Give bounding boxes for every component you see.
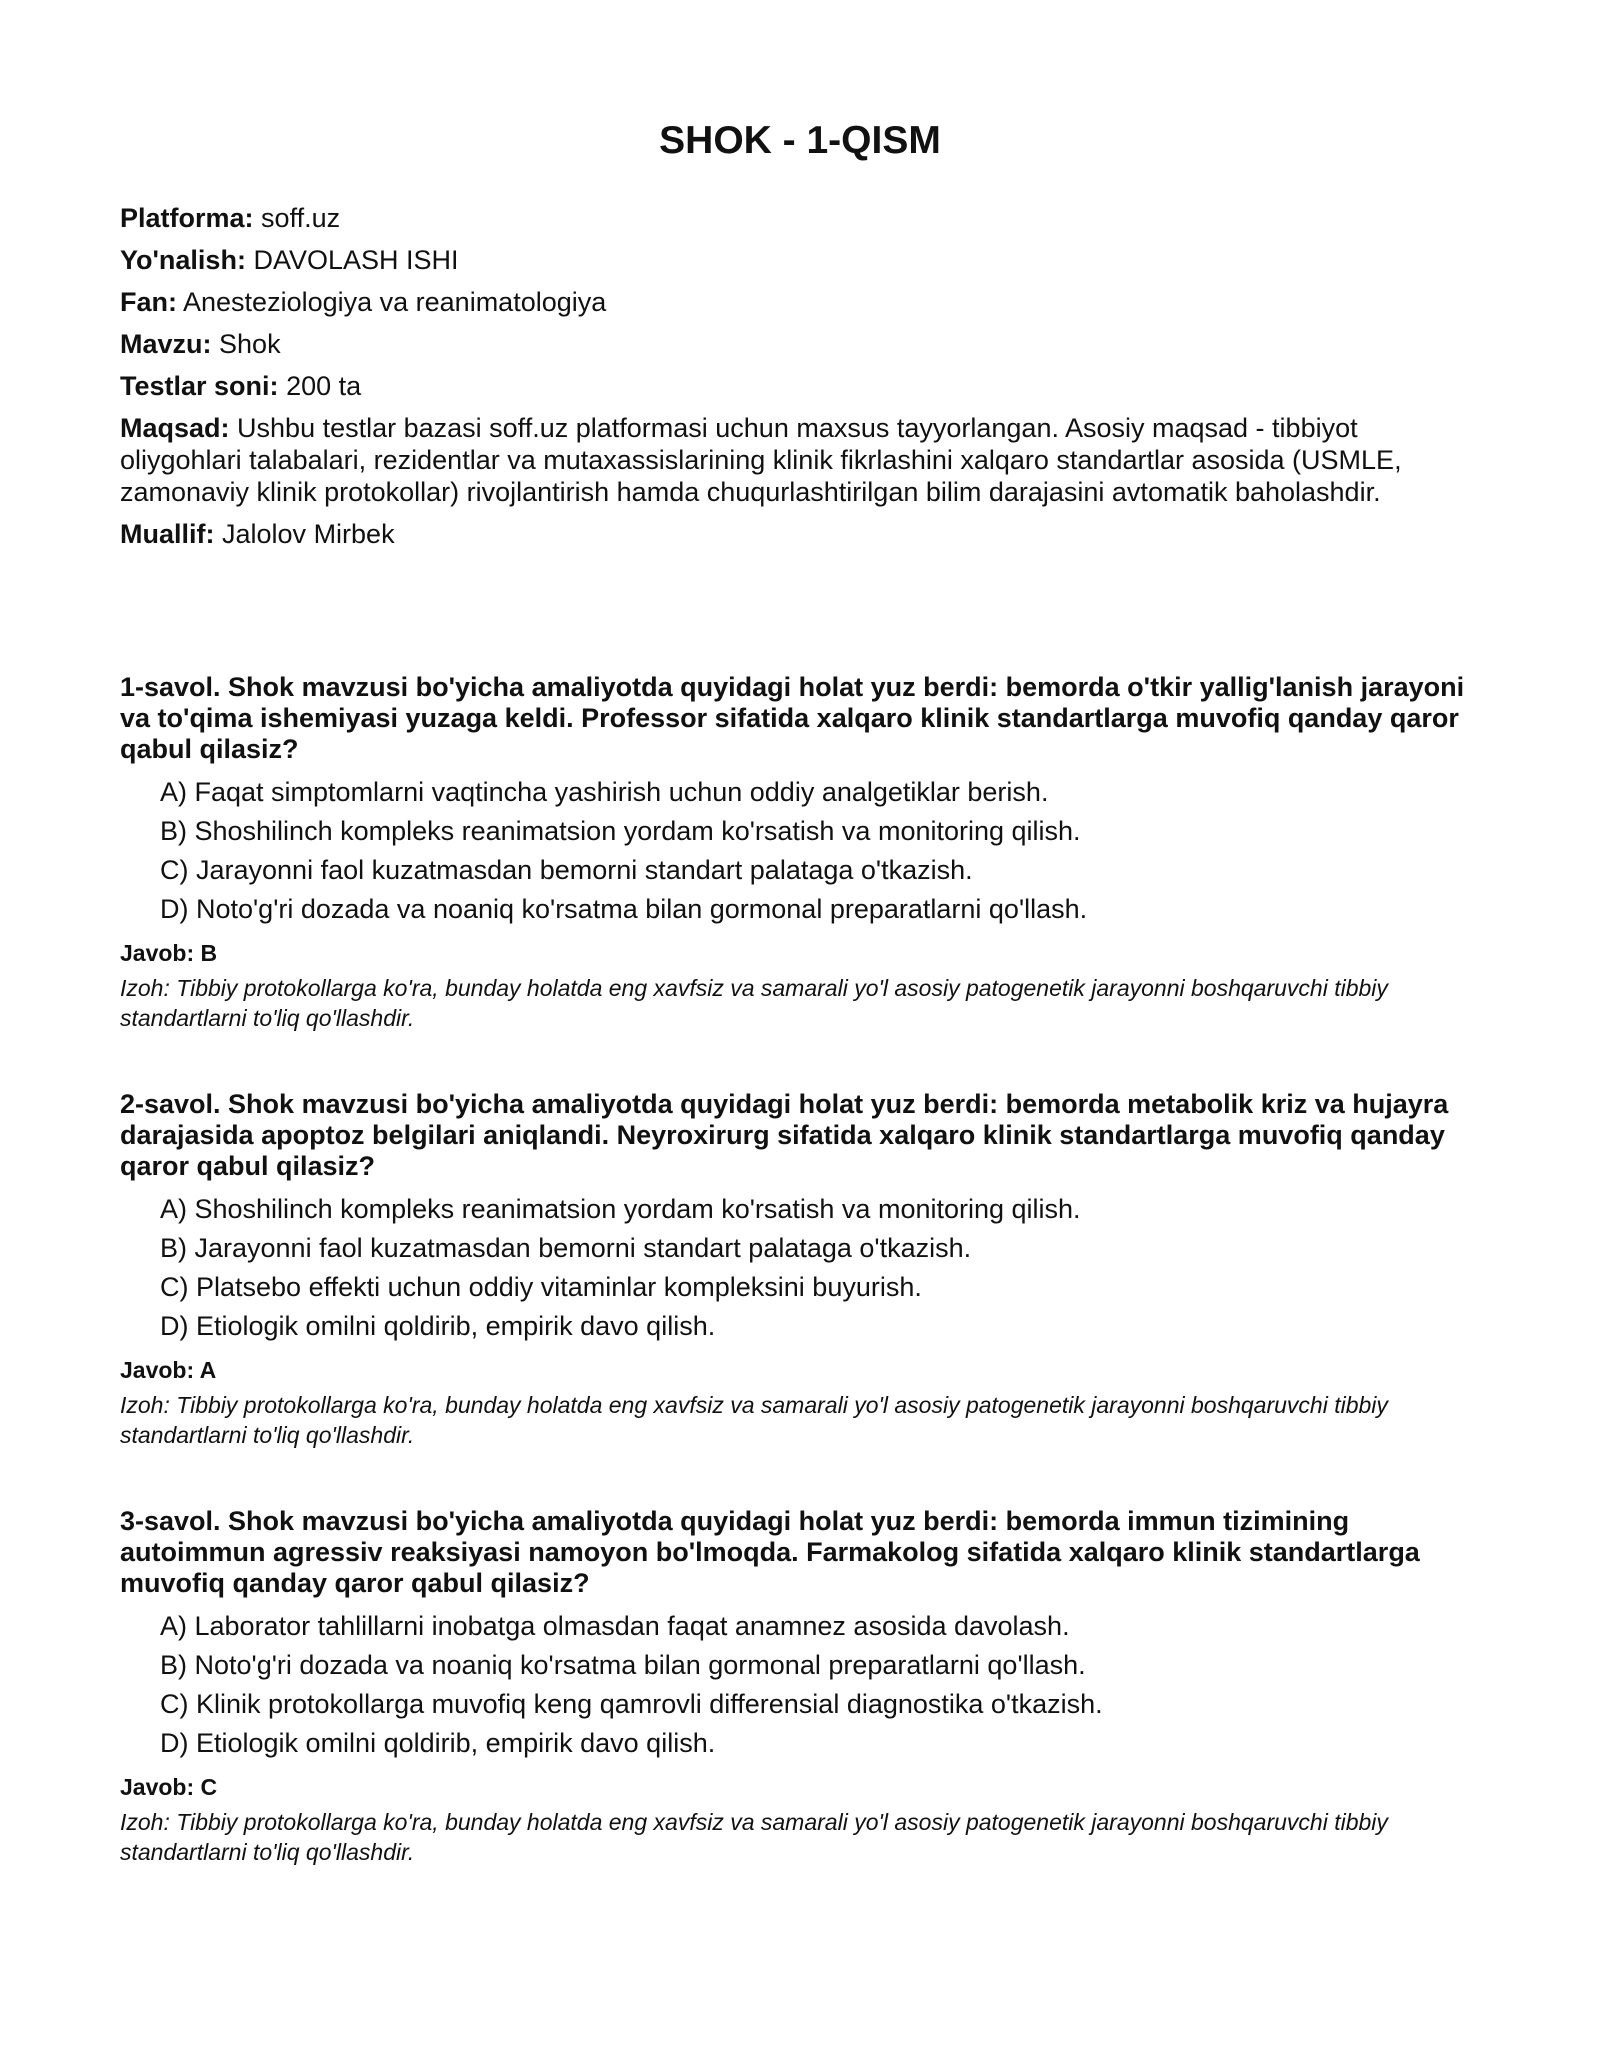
option-list xyxy=(160,777,1480,925)
explanation-note: Izoh: Tibbiy protokollarga ko'ra, bunday holatda eng xavfsiz va samarali yo'l asosiy patogenetik jarayonni boshqaruvchi tibbiy standartlarni to'liq qo'llashdir. xyxy=(120,1809,1388,1865)
option-c: C) Platsebo effekti uchun oddiy vitaminlar kompleksini buyurish. xyxy=(160,1272,922,1302)
meta-author xyxy=(120,518,1480,550)
meta-value: DAVOLASH ISHI xyxy=(253,245,459,275)
question-text: 1-savol. Shok mavzusi bo'yicha amaliyotda quyidagi holat yuz berdi: bemorda o'tkir yallig'lanish jarayoni va to'qima ishemiyasi yuzaga keldi. Professor sifatida xalqaro klinik standartlarga muvofiq qanday qaror qabul qilasiz? xyxy=(120,672,1465,764)
explanation-note: Izoh: Tibbiy protokollarga ko'ra, bunday holatda eng xavfsiz va samarali yo'l asosiy patogenetik jarayonni boshqaruvchi tibbiy standartlarni to'liq qo'llashdir. xyxy=(120,1392,1388,1448)
meta-value: soff.uz xyxy=(261,203,341,233)
meta-value: 200 ta xyxy=(286,371,362,401)
answer-label: Javob: A xyxy=(120,1357,217,1383)
option-a: A) Faqat simptomlarni vaqtincha yashirish uchun oddiy analgetiklar berish. xyxy=(160,777,1049,807)
meta-subject xyxy=(120,286,1480,318)
option-d: D) Etiologik omilni qoldirib, empirik davo qilish. xyxy=(160,1728,716,1758)
meta-label: Maqsad: xyxy=(120,413,230,443)
option-b: B) Jarayonni faol kuzatmasdan bemorni standart palataga o'tkazish. xyxy=(160,1233,972,1263)
meta-value: Jalolov Mirbek xyxy=(222,519,395,549)
option-list xyxy=(160,1194,1480,1342)
meta-value: Ushbu testlar bazasi soff.uz platformasi uchun maxsus tayyorlangan. Asosiy maqsad - tibbiyot oliygohlari talabalari, rezidentlar va mutaxassislarining klinik fikrlashini xalqaro standartlar asosida (USMLE, zamonaviy klinik protokollar) rivojlantirish hamda chuqurlashtirilgan bilim darajasini avtomatik baholashdir. xyxy=(120,413,1402,507)
meta-value: Shok xyxy=(219,329,281,359)
option-c: C) Klinik protokollarga muvofiq keng qamrovli differensial diagnostika o'tkazish. xyxy=(160,1689,1103,1719)
page-title: SHOK - 1-QISM xyxy=(659,119,941,162)
option-d: D) Noto'g'ri dozada va noaniq ko'rsatma bilan gormonal preparatlarni qo'llash. xyxy=(160,894,1088,924)
meta-label: Yo'nalish: xyxy=(120,245,246,275)
option-b: B) Noto'g'ri dozada va noaniq ko'rsatma bilan gormonal preparatlarni qo'llash. xyxy=(160,1650,1086,1680)
question-list xyxy=(120,672,1480,1923)
option-list xyxy=(160,1611,1480,1759)
document-metadata xyxy=(120,202,1480,560)
explanation-note: Izoh: Tibbiy protokollarga ko'ra, bunday holatda eng xavfsiz va samarali yo'l asosiy patogenetik jarayonni boshqaruvchi tibbiy standartlarni to'liq qo'llashdir. xyxy=(120,975,1388,1031)
meta-label: Testlar soni: xyxy=(120,371,279,401)
question-2 xyxy=(120,1089,1480,1450)
meta-topic xyxy=(120,328,1480,360)
question-1 xyxy=(120,672,1480,1033)
meta-direction xyxy=(120,244,1480,276)
answer-label: Javob: C xyxy=(120,1774,218,1800)
option-b: B) Shoshilinch kompleks reanimatsion yordam ko'rsatish va monitoring qilish. xyxy=(160,816,1081,846)
question-text: 3-savol. Shok mavzusi bo'yicha amaliyotda quyidagi holat yuz berdi: bemorda immun tizimining autoimmun agressiv reaksiyasi namoyon bo'lmoqda. Farmakolog sifatida xalqaro klinik standartlarga muvofiq qanday qaror qabul qilasiz? xyxy=(120,1506,1420,1598)
question-text: 2-savol. Shok mavzusi bo'yicha amaliyotda quyidagi holat yuz berdi: bemorda metabolik kriz va hujayra darajasida apoptoz belgilari aniqlandi. Neyroxirurg sifatida xalqaro klinik standartlarga muvofiq qanday qaror qabul qilasiz? xyxy=(120,1089,1449,1181)
meta-purpose xyxy=(120,412,1480,508)
question-3 xyxy=(120,1506,1480,1867)
answer-label: Javob: B xyxy=(120,940,218,966)
meta-label: Platforma: xyxy=(120,203,254,233)
meta-label: Mavzu: xyxy=(120,329,212,359)
meta-test-count xyxy=(120,370,1480,402)
option-a: A) Laborator tahlillarni inobatga olmasdan faqat anamnez asosida davolash. xyxy=(160,1611,1070,1641)
option-c: C) Jarayonni faol kuzatmasdan bemorni standart palataga o'tkazish. xyxy=(160,855,973,885)
meta-label: Fan: xyxy=(120,287,177,317)
meta-platform xyxy=(120,202,1480,234)
option-d: D) Etiologik omilni qoldirib, empirik davo qilish. xyxy=(160,1311,716,1341)
option-a: A) Shoshilinch kompleks reanimatsion yordam ko'rsatish va monitoring qilish. xyxy=(160,1194,1081,1224)
meta-label: Muallif: xyxy=(120,519,215,549)
meta-value: Anesteziologiya va reanimatologiya xyxy=(183,287,607,317)
